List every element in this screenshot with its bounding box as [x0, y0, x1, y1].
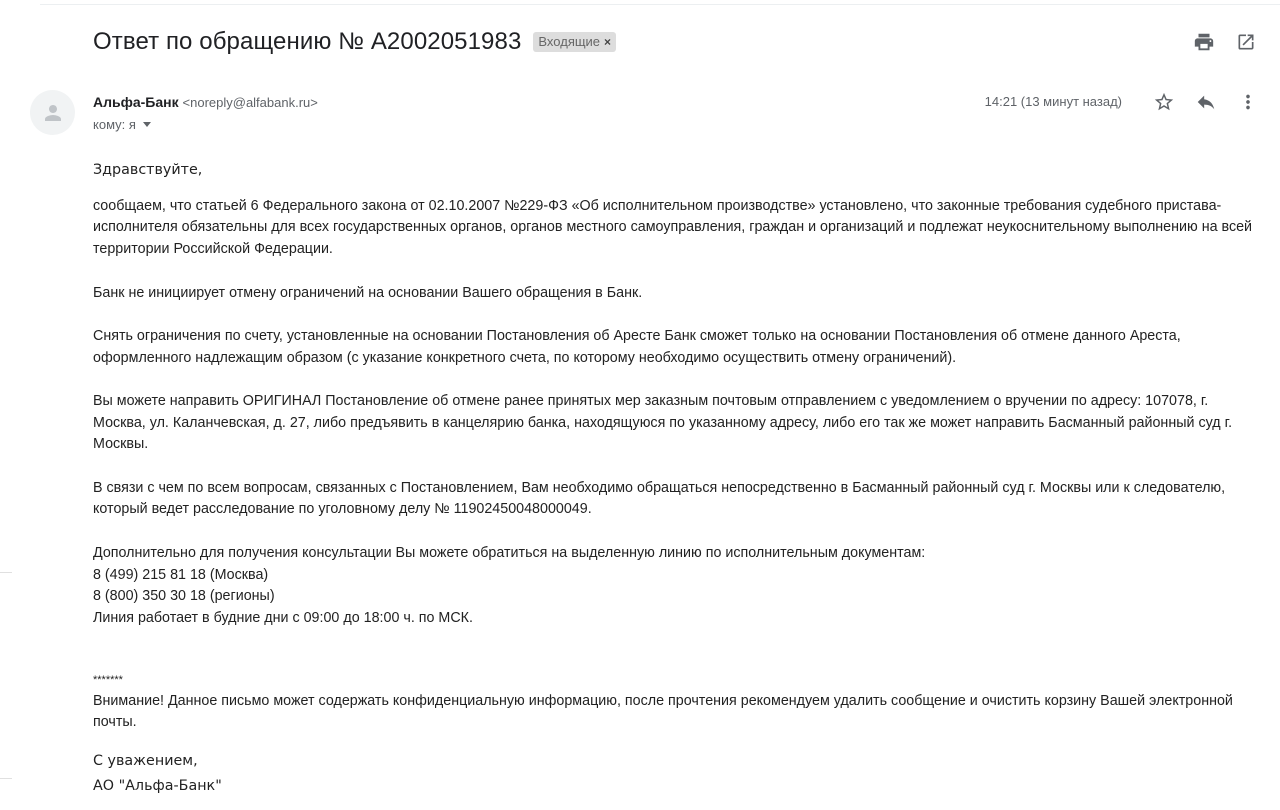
show-details-chevron-icon[interactable]: [143, 122, 151, 127]
recipient-line: [93, 117, 151, 132]
person-icon: [41, 101, 65, 125]
body-paragraph: Дополнительно для получения консультации Вы можете обратиться на выделенную линию по исполнительным документам:: [93, 544, 926, 561]
inbox-label-chip[interactable]: [533, 32, 616, 52]
message-body: [93, 160, 1263, 798]
edge-divider: [0, 572, 12, 573]
edge-divider: [0, 778, 12, 779]
thread-toolbar: [1192, 30, 1258, 54]
message-actions: [1152, 90, 1260, 114]
body-paragraph: В связи с чем по всем вопросам, связанных с Постановлением, Вам необходимо обращаться непосредственно в Басманный районный суд г. Москвы или к следователю, который ведет расследование по уголовному делу № 11902450048000049.: [93, 479, 1226, 518]
body-paragraph: Банк не инициирует отмену ограничений на основании Вашего обращения в Банк.: [93, 284, 643, 301]
closing: С уважением,: [93, 753, 198, 770]
email-subject: Ответ по обращению № A2002051983: [93, 28, 522, 55]
sender-email[interactable]: <noreply@alfabank.ru>: [182, 95, 318, 110]
printer-icon[interactable]: [1192, 30, 1216, 54]
subject-row: [93, 26, 616, 58]
sender-name[interactable]: Альфа-Банк: [93, 94, 179, 110]
greeting: Здравствуйте,: [93, 162, 203, 178]
message-time: 14:21 (13 минут назад): [984, 94, 1122, 109]
confidentiality-warning: Внимание! Данное письмо может содержать конфиденциальную информацию, после прочтения рекомендуем удалить сообщение и очистить корзину Вашей электронной почты.: [93, 692, 1233, 731]
phone-regions: 8 (800) 350 30 18 (регионы): [93, 588, 275, 605]
top-divider: [40, 4, 1280, 5]
sender-line: [93, 93, 318, 112]
body-paragraph: Вы можете направить ОРИГИНАЛ Постановление об отмене ранее принятых мер заказным почтовым отправлением с уведомлением о вручении по адресу: 107078, г. Москва, ул. Каланчевская, д. 27, либо предъявить в канцелярию банка, находящуюся по указанному адресу, либо его так же может направить Басманный районный суд г. Москвы.: [93, 392, 1233, 453]
sender-avatar[interactable]: [30, 90, 75, 135]
line-hours: Линия работает в будние дни с 09:00 до 18:00 ч. по МСК.: [93, 609, 473, 626]
reply-icon[interactable]: [1194, 90, 1218, 114]
star-icon[interactable]: [1152, 90, 1176, 114]
more-vert-icon[interactable]: [1236, 90, 1260, 114]
phone-moscow: 8 (499) 215 81 18 (Москва): [93, 566, 269, 583]
body-paragraph: Снять ограничения по счету, установленные на основании Постановления об Аресте Банк сможет только на основании Постановления об отмене данного Ареста, оформленного надлежащим образом (с указание конкретного счета, по которому необходимо осуществить отмену ограничений).: [93, 327, 1181, 366]
recipient-text: кому: я: [93, 117, 136, 132]
label-text: Входящие: [538, 34, 601, 49]
body-paragraph: сообщаем, что статьей 6 Федерального закона от 02.10.2007 №229-ФЗ «Об исполнительном производстве» установлено, что законные требования судебного пристава-исполнителя обязательны для всех государственных органов, органов местного самоуправления, граждан и организаций и подлежат неукоснительному выполнению на всей территории Российской Федерации.: [93, 197, 1253, 258]
company-signature: АО "Альфа-Банк": [93, 777, 222, 794]
separator-stars: *******: [93, 673, 123, 686]
remove-label-button[interactable]: ×: [604, 35, 612, 49]
open-in-new-window-icon[interactable]: [1234, 30, 1258, 54]
